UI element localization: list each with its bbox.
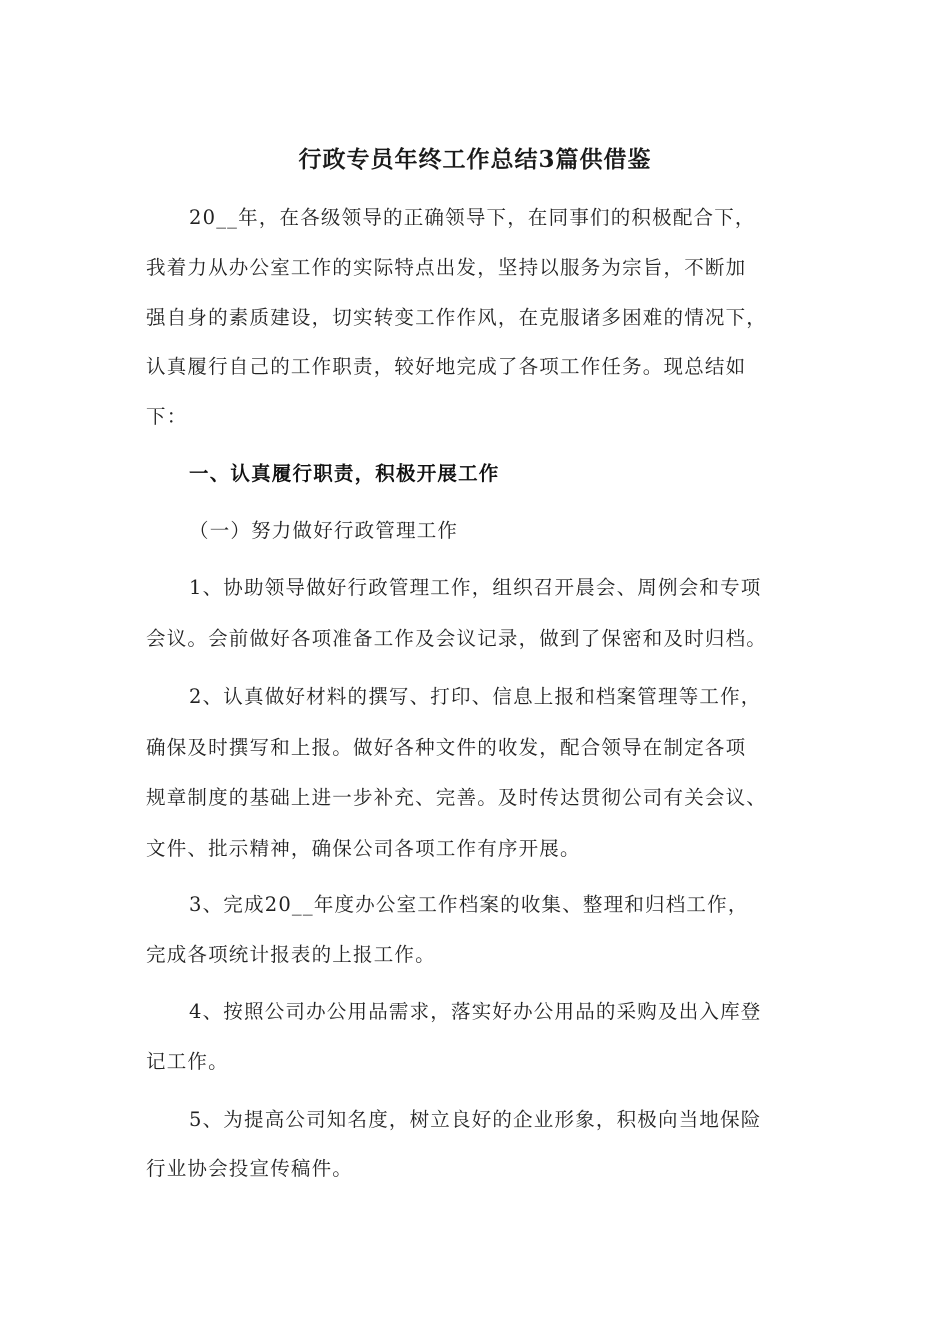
subsection-heading: （一）努力做好行政管理工作: [189, 519, 459, 542]
intro-line-3: 强自身的素质建设，切实转变工作作风，在克服诸多困难的情况下，: [146, 306, 768, 329]
intro-line-2: 我着力从办公室工作的实际特点出发，坚持以服务为宗旨，不断加: [146, 256, 747, 279]
document-title: 行政专员年终工作总结3篇供借鉴: [298, 146, 652, 173]
section-heading: 一、认真履行职责，积极开展工作: [189, 462, 500, 485]
item-1-line-1: 1、协助领导做好行政管理工作，组织召开晨会、周例会和专项: [189, 576, 762, 599]
item-2-line-4: 文件、批示精神，确保公司各项工作有序开展。: [146, 837, 581, 860]
item-4-line-2: 记工作。: [146, 1050, 229, 1073]
intro-line-1: 20__年，在各级领导的正确领导下，在同事们的积极配合下，: [189, 206, 756, 229]
item-4-line-1: 4、按照公司办公用品需求，落实好办公用品的采购及出入库登: [189, 1000, 762, 1023]
intro-line-4: 认真履行自己的工作职责，较好地完成了各项工作任务。现总结如: [146, 355, 747, 378]
item-2-line-1: 2、认真做好材料的撰写、打印、信息上报和档案管理等工作，: [189, 685, 762, 708]
item-2-line-2: 确保及时撰写和上报。做好各种文件的收发，配合领导在制定各项: [146, 736, 747, 759]
item-3-line-1: 3、完成20__年度办公室工作档案的收集、整理和归档工作，: [189, 893, 749, 916]
item-2-line-3: 规章制度的基础上进一步补充、完善。及时传达贯彻公司有关会议、: [146, 786, 768, 809]
intro-line-5: 下：: [146, 405, 188, 428]
item-5-line-1: 5、为提高公司知名度，树立良好的企业形象，积极向当地保险: [189, 1108, 762, 1131]
item-5-line-2: 行业协会投宣传稿件。: [146, 1157, 354, 1180]
item-3-line-2: 完成各项统计报表的上报工作。: [146, 943, 436, 966]
item-1-line-2: 会议。会前做好各项准备工作及会议记录，做到了保密和及时归档。: [146, 627, 768, 650]
